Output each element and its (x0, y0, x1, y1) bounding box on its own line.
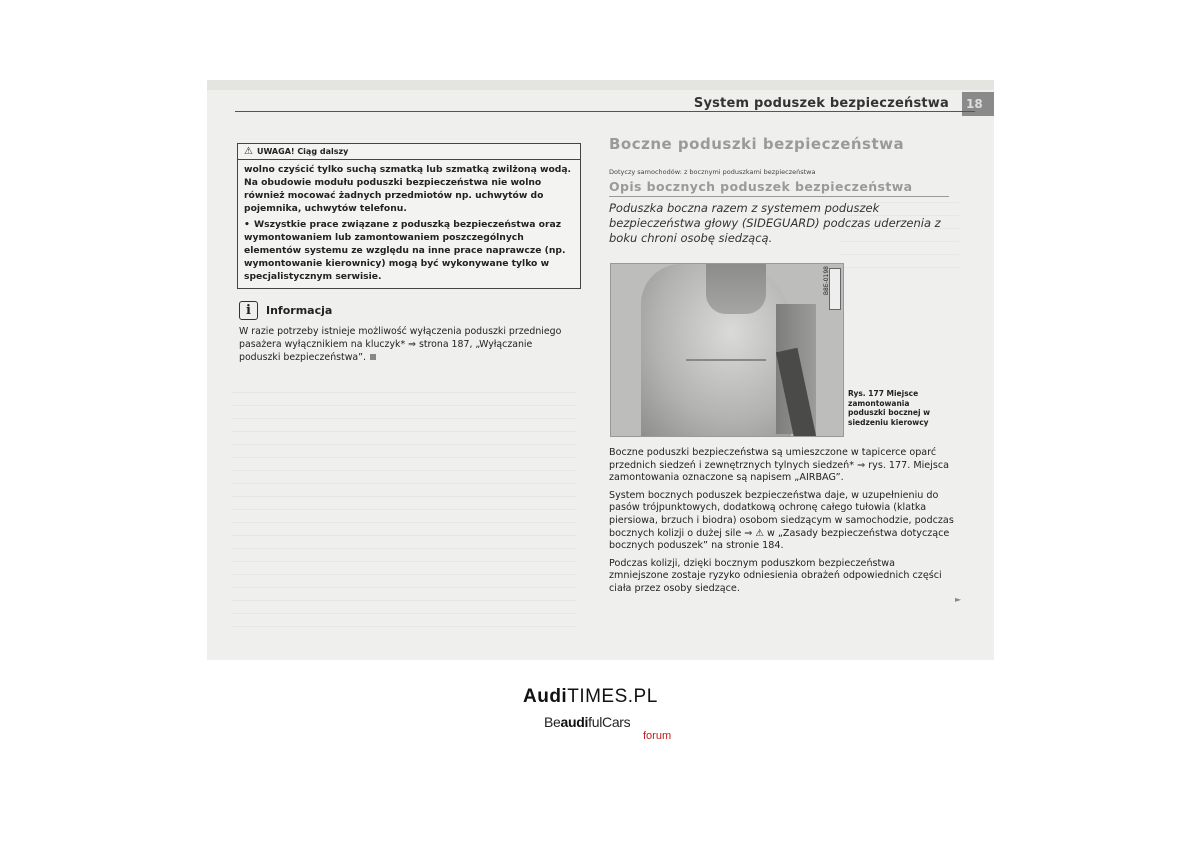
bleed-through-text (231, 380, 576, 630)
scan-edge (207, 80, 994, 90)
warning-bullet-text: Wszystkie prace związane z poduszką bezpieczeństwa oraz wymontowaniem lub zamontowaniem poszczególnych elementów systemu ze względu na inne prace naprawcze (np. wymontowanie kierownicy) mogą być wykonywane tylko w specjalistycznym serwisie. (244, 219, 566, 282)
subsection-rule (609, 196, 949, 197)
info-icon: i (239, 301, 258, 320)
caption-text: Rys. 177 Miejsce zamontowania poduszki bocznej w siedzeniu kierowcy (848, 389, 931, 427)
body-paragraph-2: System bocznych poduszek bezpieczeństwa daje, w uzupełnieniu do pasów trójpunktowych, dodatkową ochronę całego tułowia (klatka piersiowa, brzuch i biodra) osobom siedzącym w samochodzie, podczas bocznych kolizji o dużej sile ⇒ ⚠ w „Zasady bezpieczeństwa dotyczące bocznych poduszek” na stronie 184. (609, 489, 954, 552)
auditimes-logo[interactable] (523, 686, 658, 708)
seat-stitch (686, 359, 766, 361)
lead-paragraph (609, 201, 949, 246)
warning-paragraph: wolno czyścić tylko suchą szmatką lub szmatką zwilżoną wodą. Na obudowie modułu poduszki bezpieczeństwa nie wolno również mocować żadnych przedmiotów np. uchwytów do pojemnika, uchwytów telefonu. (244, 164, 572, 214)
info-paragraph: W razie potrzeby istnieje możliwość wyłączenia poduszki przedniego pasażera wyłącznikiem na kluczyk* ⇒ strona 187, „Wyłączanie poduszki bezpieczeństwa”. (239, 326, 562, 363)
info-heading (239, 301, 332, 320)
headrest-shape (706, 264, 766, 314)
beaudifulcars-logo[interactable] (544, 714, 630, 730)
section-title: Boczne poduszki bezpieczeństwa (609, 135, 905, 153)
info-title: Informacja (266, 304, 333, 317)
info-text (239, 325, 574, 364)
tagline-start: Be (544, 714, 561, 730)
warning-header (238, 144, 580, 160)
warning-bullet (244, 218, 574, 283)
logo-rest: TIMES.PL (567, 686, 658, 707)
figure-code: B8E-0198 (823, 266, 830, 296)
applies-to-note: Dotyczy samochodów: z bocznymi poduszkami bezpieczeństwa (609, 168, 816, 176)
page-number: 18 (962, 92, 994, 116)
tagline-end: fulCars (588, 714, 631, 730)
next-page-arrow-icon: ► (955, 595, 962, 604)
body-text (609, 447, 954, 601)
subsection-title: Opis bocznych poduszek bezpieczeństwa (609, 179, 913, 194)
warning-triangle-icon: ⚠ (244, 145, 253, 157)
warning-title: UWAGA! Ciąg dalszy (256, 147, 349, 156)
header-rule (235, 111, 975, 112)
end-of-section-icon (370, 354, 376, 360)
seat-airbag-photo (610, 263, 844, 437)
scanned-manual-page (207, 80, 994, 660)
warning-box (237, 143, 581, 289)
page-header: System poduszek bezpieczeństwa (693, 96, 949, 111)
logo-brand: Audi (523, 686, 568, 707)
forum-label: forum (643, 730, 672, 742)
warning-body (238, 160, 580, 283)
figure-caption (848, 389, 948, 427)
lead-text: Poduszka boczna razem z systemem poduszek bezpieczeństwa głowy (SIDEGUARD) podczas uderzenia z boku chroni osobę siedzącą. (609, 201, 941, 245)
figure-code-box (829, 268, 841, 310)
bullet-icon: • (244, 219, 250, 230)
body-paragraph-3: Podczas kolizji, dzięki bocznym poduszkom bezpieczeństwa zmniejszone zostaje ryzyko odniesienia obrażeń odpowiednich części ciała przez osoby siedzące. (609, 557, 942, 594)
body-paragraph-1: Boczne poduszki bezpieczeństwa są umieszczone w tapicerce oparć przednich siedzeń i zewnętrznych tylnych siedzeń* ⇒ rys. 177. Miejsca zamontowania oznaczone są napisem „AIRBAG”. (609, 447, 949, 484)
tagline-mid: audi (560, 714, 589, 730)
